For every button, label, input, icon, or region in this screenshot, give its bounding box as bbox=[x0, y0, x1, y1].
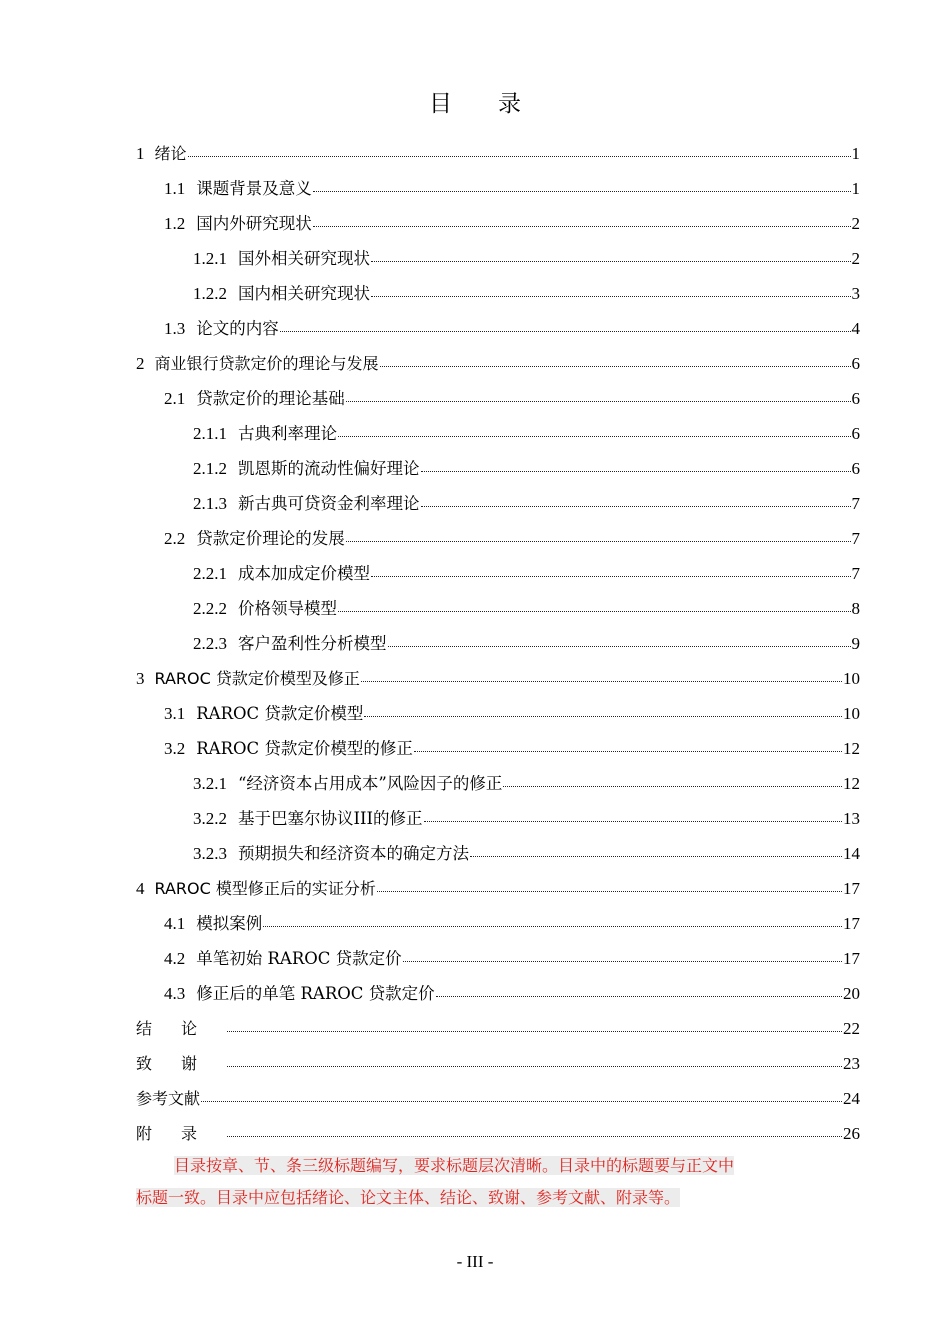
toc-entry-title: 国外相关研究现状 bbox=[238, 249, 370, 268]
toc-entry[interactable] bbox=[136, 276, 860, 311]
toc-entry[interactable] bbox=[136, 591, 860, 626]
toc-entry-number: 3.1 bbox=[164, 704, 186, 723]
toc-entry-title: 成本加成定价模型 bbox=[238, 564, 370, 583]
toc-entry-number: 3.2.2 bbox=[193, 809, 227, 828]
toc-dot-leader bbox=[436, 995, 842, 997]
toc-dot-leader bbox=[227, 1030, 842, 1032]
toc-entry-number: 4.1 bbox=[164, 914, 186, 933]
instruction-note-line-1: 目录按章、节、条三级标题编写，要求标题层次清晰。目录中的标题要与正文中 bbox=[174, 1156, 735, 1175]
toc-dot-leader bbox=[421, 505, 851, 507]
toc-entry-page: 17 bbox=[843, 949, 860, 968]
toc-dot-leader bbox=[380, 365, 851, 367]
toc-entry-number: 2.1 bbox=[164, 389, 186, 408]
toc-dot-leader bbox=[371, 295, 851, 297]
toc-entry-title: 商业银行贷款定价的理论与发展 bbox=[154, 354, 379, 373]
toc-entry[interactable] bbox=[136, 766, 860, 801]
toc-entry-page: 8 bbox=[851, 599, 860, 618]
toc-entry-page: 24 bbox=[843, 1089, 860, 1108]
toc-entry[interactable] bbox=[136, 311, 860, 346]
toc-entry-title: 绪论 bbox=[154, 144, 187, 163]
toc-entry-page: 10 bbox=[843, 669, 860, 688]
toc-entry-page: 12 bbox=[843, 774, 860, 793]
toc-entry-number: 4.2 bbox=[164, 949, 186, 968]
toc-entry-number: 1 bbox=[136, 144, 145, 163]
toc-entry[interactable] bbox=[136, 1081, 860, 1116]
toc-entry[interactable] bbox=[136, 521, 860, 556]
toc-entry-title: 致谢 bbox=[136, 1054, 227, 1073]
toc-entry[interactable] bbox=[136, 486, 860, 521]
toc-entry-page: 13 bbox=[843, 809, 860, 828]
toc-entry-page: 22 bbox=[843, 1019, 860, 1038]
toc-entry-title: 模拟案例 bbox=[196, 914, 263, 933]
toc-entry-page: 1 bbox=[851, 179, 860, 198]
toc-entry-number: 2.1.3 bbox=[193, 494, 227, 513]
toc-dot-leader bbox=[364, 715, 842, 717]
toc-entry-number: 1.2.2 bbox=[193, 284, 227, 303]
toc-entry-page: 17 bbox=[843, 914, 860, 933]
toc-entry-page: 1 bbox=[851, 144, 860, 163]
toc-dot-leader bbox=[188, 155, 851, 157]
toc-entry[interactable] bbox=[136, 1046, 860, 1081]
toc-entry-number: 2.2.2 bbox=[193, 599, 227, 618]
toc-entry-number: 1.2 bbox=[164, 214, 186, 233]
toc-entry-number: 3.2 bbox=[164, 739, 186, 758]
toc-dot-leader bbox=[371, 260, 851, 262]
toc-entry[interactable] bbox=[136, 241, 860, 276]
toc-entry[interactable] bbox=[136, 941, 860, 976]
toc-dot-leader bbox=[338, 435, 851, 437]
toc-dot-leader bbox=[346, 540, 851, 542]
toc-dot-leader bbox=[424, 820, 842, 822]
toc-entry[interactable] bbox=[136, 1011, 860, 1046]
toc-entry-page: 12 bbox=[843, 739, 860, 758]
toc-entry-page: 9 bbox=[851, 634, 860, 653]
toc-entry-number: 2.1.2 bbox=[193, 459, 227, 478]
toc-entry[interactable] bbox=[136, 451, 860, 486]
toc-dot-leader bbox=[346, 400, 851, 402]
toc-entry-page: 2 bbox=[851, 214, 860, 233]
toc-dot-leader bbox=[470, 855, 842, 857]
instruction-note bbox=[136, 1150, 860, 1214]
toc-entry-title: 预期损失和经济资本的确定方法 bbox=[238, 844, 469, 863]
toc-entry-title: 国内外研究现状 bbox=[196, 214, 312, 233]
toc-entry-title: RAROC 贷款定价模型的修正 bbox=[196, 739, 413, 758]
toc-entry-title: 贷款定价理论的发展 bbox=[196, 529, 345, 548]
toc-entry[interactable] bbox=[136, 206, 860, 241]
toc-entry-title: 客户盈利性分析模型 bbox=[238, 634, 387, 653]
toc-entry-number: 4 bbox=[136, 879, 145, 898]
toc-entry-title: 修正后的单笔 RAROC 贷款定价 bbox=[196, 984, 435, 1003]
toc-entry-title: 论文的内容 bbox=[196, 319, 279, 338]
toc-entry[interactable] bbox=[136, 136, 860, 171]
toc-entry-page: 23 bbox=[843, 1054, 860, 1073]
instruction-note-line-2: 标题一致。目录中应包括绪论、论文主体、结论、致谢、参考文献、附录等。 bbox=[136, 1188, 681, 1207]
toc-entry-number: 3.2.3 bbox=[193, 844, 227, 863]
toc-entry-page: 17 bbox=[843, 879, 860, 898]
toc-entry-page: 10 bbox=[843, 704, 860, 723]
toc-entry[interactable] bbox=[136, 906, 860, 941]
toc-entry-page: 7 bbox=[851, 564, 860, 583]
page-title: 目录 bbox=[429, 91, 567, 117]
toc-entry[interactable] bbox=[136, 346, 860, 381]
toc-entry-title: 基于巴塞尔协议III的修正 bbox=[238, 809, 423, 828]
toc-dot-leader bbox=[313, 225, 851, 227]
toc-entry-page: 6 bbox=[851, 424, 860, 443]
toc-entry-number: 3 bbox=[136, 669, 145, 688]
toc-entry[interactable] bbox=[136, 731, 860, 766]
toc-dot-leader bbox=[414, 750, 842, 752]
toc-dot-leader bbox=[338, 610, 851, 612]
toc-entry-title: 结论 bbox=[136, 1019, 227, 1038]
toc-entry[interactable] bbox=[136, 836, 860, 871]
toc-dot-leader bbox=[227, 1065, 842, 1067]
toc-entry-page: 3 bbox=[851, 284, 860, 303]
toc-dot-leader bbox=[313, 190, 851, 192]
toc-entry-title: 古典利率理论 bbox=[238, 424, 337, 443]
toc-entry-page: 7 bbox=[851, 494, 860, 513]
toc-dot-leader bbox=[421, 470, 851, 472]
toc-entry-title: RAROC 贷款定价模型 bbox=[196, 704, 364, 723]
toc-entry[interactable] bbox=[136, 171, 860, 206]
toc-entry-title: 参考文献 bbox=[136, 1089, 201, 1108]
toc-entry-page: 6 bbox=[851, 389, 860, 408]
toc-dot-leader bbox=[227, 1135, 842, 1137]
toc-entry-number: 1.2.1 bbox=[193, 249, 227, 268]
toc-entry-page: 26 bbox=[843, 1124, 860, 1143]
toc-entry[interactable] bbox=[136, 381, 860, 416]
toc-dot-leader bbox=[201, 1100, 842, 1102]
toc-entry-number: 1.3 bbox=[164, 319, 186, 338]
toc-entry-number: 2 bbox=[136, 354, 145, 373]
toc-dot-leader bbox=[377, 890, 842, 892]
toc-dot-leader bbox=[503, 785, 842, 787]
toc-entry-title: “经济资本占用成本”风险因子的修正 bbox=[238, 774, 503, 793]
toc-entry-number: 1.1 bbox=[164, 179, 186, 198]
toc-entry-page: 20 bbox=[843, 984, 860, 1003]
toc-dot-leader bbox=[388, 645, 851, 647]
toc-entry[interactable] bbox=[136, 1116, 860, 1151]
toc-entry-page: 6 bbox=[851, 459, 860, 478]
toc-entry-title: 单笔初始 RAROC 贷款定价 bbox=[196, 949, 402, 968]
toc-dot-leader bbox=[403, 960, 842, 962]
toc-entry-title: 凯恩斯的流动性偏好理论 bbox=[238, 459, 420, 478]
toc-entry-number: 2.2.3 bbox=[193, 634, 227, 653]
toc-entry-page: 6 bbox=[851, 354, 860, 373]
toc-entry[interactable] bbox=[136, 416, 860, 451]
toc-entry-title: 附录 bbox=[136, 1124, 227, 1143]
toc-entry[interactable] bbox=[136, 696, 860, 731]
toc-entry-page: 7 bbox=[851, 529, 860, 548]
toc-entry-title: RAROC 模型修正后的实证分析 bbox=[154, 879, 376, 898]
toc-entry[interactable] bbox=[136, 661, 860, 696]
toc-entry[interactable] bbox=[136, 801, 860, 836]
toc-entry[interactable] bbox=[136, 556, 860, 591]
toc-entry-title: 课题背景及意义 bbox=[196, 179, 312, 198]
toc-entry[interactable] bbox=[136, 626, 860, 661]
toc-entry-page: 2 bbox=[851, 249, 860, 268]
toc-entry[interactable] bbox=[136, 871, 860, 906]
toc-entry[interactable] bbox=[136, 976, 860, 1011]
toc-entry-number: 2.2 bbox=[164, 529, 186, 548]
toc-entry-number: 4.3 bbox=[164, 984, 186, 1003]
toc-dot-leader bbox=[361, 680, 842, 682]
toc-dot-leader bbox=[263, 925, 842, 927]
toc-entry-number: 2.1.1 bbox=[193, 424, 227, 443]
table-of-contents bbox=[136, 136, 860, 1151]
page-number: - III - bbox=[456, 1252, 494, 1271]
toc-entry-title: 国内相关研究现状 bbox=[238, 284, 370, 303]
toc-entry-page: 14 bbox=[843, 844, 860, 863]
toc-dot-leader bbox=[371, 575, 851, 577]
toc-entry-title: RAROC 贷款定价模型及修正 bbox=[154, 669, 360, 688]
toc-entry-title: 贷款定价的理论基础 bbox=[196, 389, 345, 408]
toc-entry-number: 3.2.1 bbox=[193, 774, 227, 793]
toc-dot-leader bbox=[280, 330, 851, 332]
toc-entry-number: 2.2.1 bbox=[193, 564, 227, 583]
toc-entry-page: 4 bbox=[851, 319, 860, 338]
toc-entry-title: 新古典可贷资金利率理论 bbox=[238, 494, 420, 513]
toc-entry-title: 价格领导模型 bbox=[238, 599, 337, 618]
